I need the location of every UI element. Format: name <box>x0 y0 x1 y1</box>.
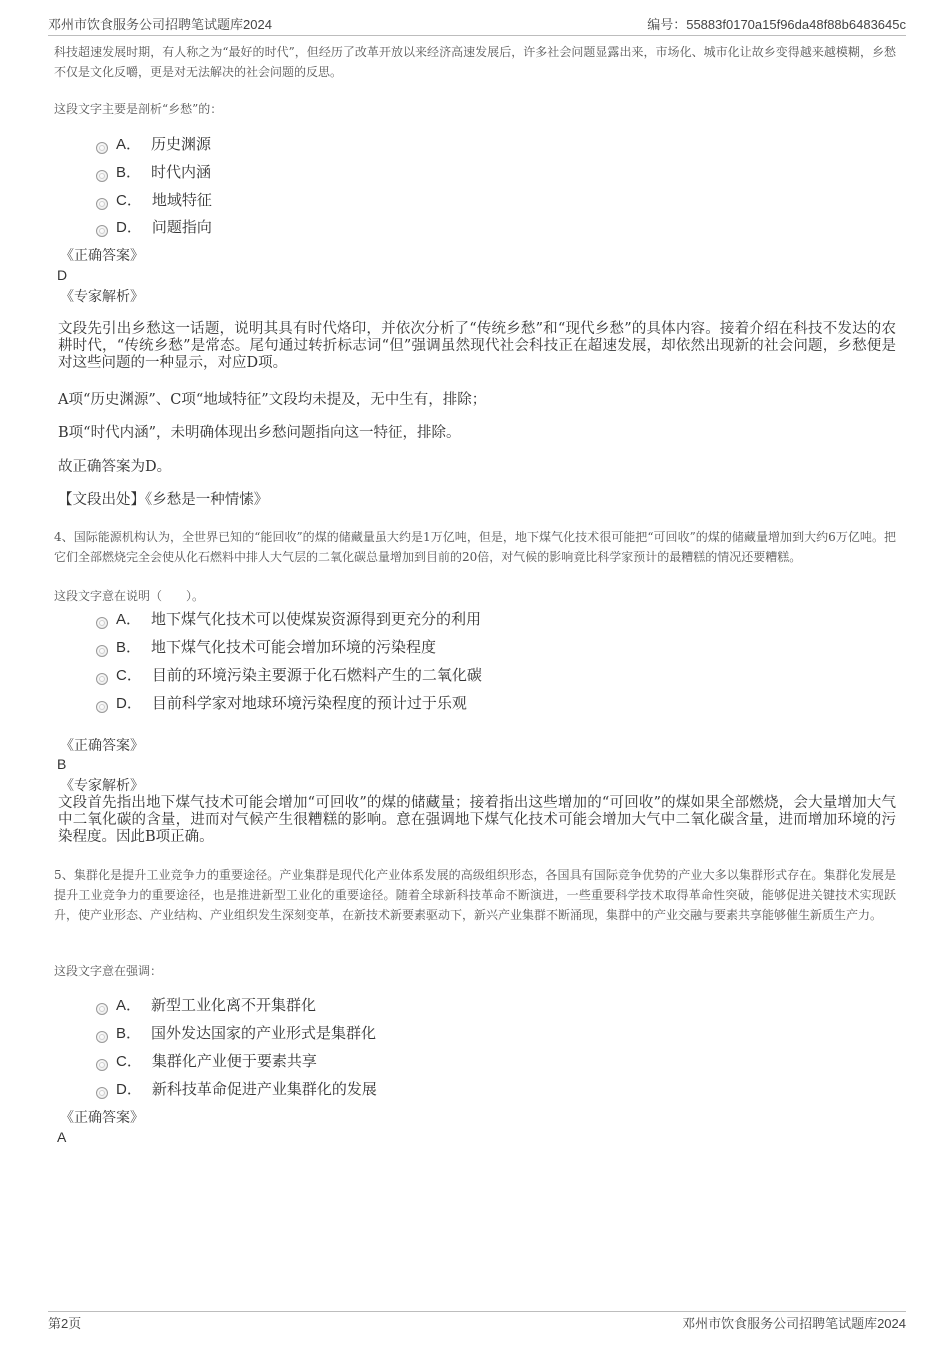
radio-icon[interactable] <box>96 170 108 182</box>
radio-icon[interactable] <box>96 701 108 713</box>
page-number: 第2页 <box>48 1316 82 1331</box>
q5-answer-label: 《正确答案》 <box>60 1110 144 1126</box>
q5-option-c[interactable]: C． 集群化产业便于要素共享 <box>96 1051 317 1071</box>
radio-icon[interactable] <box>96 198 108 210</box>
page-header <box>48 14 906 34</box>
q5-passage: 5、集群化是提升工业竞争力的重要途径。产业集群是现代化产业体系发展的高级组织形态，各国具有国际竞争优势的产业大多以集群形式存在。集群化发展是提升工业竞争力的重要途径，也是推进新型工业化的重要途径。随着全球新科技革命不断演进，一些重要科学技术取得革命性突破，能够促进关键技术实现跃升，使产业形态、产业结构、产业组织发生深刻变革，在新技术新要素驱动下，新兴产业集群不断涌现，集群中的产业交融与要素共享能够催生新质生产力。 <box>54 868 896 922</box>
q3-option-a[interactable]: A． 历史渊源 <box>96 134 211 154</box>
q3-analysis-p2: A项“历史渊源”、C项“地域特征”文段均未提及，无中生有，排除； <box>58 392 487 408</box>
q3-analysis-p3: B项“时代内涵”，未明确体现出乡愁问题指向这一特征，排除。 <box>58 425 461 441</box>
q4-passage: 4、国际能源机构认为，全世界已知的“能回收”的煤的储藏量虽大约是1万亿吨，但是，地下煤气化技术很可能把“可回收”的煤的储藏量增加到大约6万亿吨。把它们全部燃烧完全会使从化石燃料中排人大气层的二氧化碳总量增加到目前的20倍，对气候的影响竟比科学家预计的最糟糕的情况还要糟糕。 <box>54 530 896 564</box>
q4-option-b[interactable]: B． 地下煤气化技术可能会增加环境的污染程度 <box>96 637 436 657</box>
q4-answer: B <box>57 756 67 772</box>
q4-option-c[interactable]: C． 目前的环境污染主要源于化石燃料产生的二氧化碳 <box>96 665 482 685</box>
radio-icon[interactable] <box>96 1003 108 1015</box>
q3-source: 【文段出处】《乡愁是一种情愫》 <box>58 492 269 508</box>
header-divider <box>48 35 906 36</box>
q3-option-b[interactable]: B． 时代内涵 <box>96 162 211 182</box>
q3-answer-label: 《正确答案》 <box>60 248 144 264</box>
q3-option-c[interactable]: C． 地域特征 <box>96 190 212 210</box>
q3-analysis-label: 《专家解析》 <box>60 289 144 305</box>
q5-stem: 这段文字意在强调： <box>54 964 163 978</box>
radio-icon[interactable] <box>96 673 108 685</box>
q5-option-d[interactable]: D． 新科技革命促进产业集群化的发展 <box>96 1079 377 1099</box>
q3-answer: D <box>57 267 68 283</box>
q4-analysis-label: 《专家解析》 <box>60 778 144 794</box>
footer-divider <box>48 1311 906 1312</box>
radio-icon[interactable] <box>96 1087 108 1099</box>
page-footer <box>48 1313 906 1333</box>
header-title: 邓州市饮食服务公司招聘笔试题库2024 <box>48 17 272 32</box>
q3-passage: 科技超速发展时期，有人称之为“最好的时代”，但经历了改革开放以来经济高速发展后，许多社会问题显露出来，市场化、城市化让故乡变得越来越模糊，乡愁不仅是文化反嚼，更是对无法解决的社会问题的反思。 <box>54 45 896 79</box>
q3-option-d[interactable]: D． 问题指向 <box>96 217 212 237</box>
q3-stem: 这段文字主要是剖析“乡愁”的： <box>54 102 223 116</box>
q4-option-d[interactable]: D． 目前科学家对地球环境污染程度的预计过于乐观 <box>96 693 467 713</box>
q4-stem: 这段文字意在说明（ ）。 <box>54 589 205 603</box>
radio-icon[interactable] <box>96 1031 108 1043</box>
q5-option-b[interactable]: B． 国外发达国家的产业形式是集群化 <box>96 1023 376 1043</box>
q3-analysis-p4: 故正确答案为D。 <box>58 459 172 475</box>
radio-icon[interactable] <box>96 142 108 154</box>
q5-option-a[interactable]: A． 新型工业化离不开集群化 <box>96 995 316 1015</box>
header-serial: 编号：55883f0170a15f96da48f88b6483645c <box>647 17 906 32</box>
q4-option-a[interactable]: A． 地下煤气化技术可以使煤炭资源得到更充分的利用 <box>96 609 481 629</box>
radio-icon[interactable] <box>96 617 108 629</box>
q3-analysis-p1: 文段先引出乡愁这一话题，说明其具有时代烙印，并依次分析了“传统乡愁”和“现代乡愁”的具体内容。接着介绍在科技不发达的农耕时代，“传统乡愁”是常态。尾句通过转折标志词“但”强调虽然现代社会科技正在超速发展，却依然出现新的社会问题，乡愁便是对这些问题的一种显示，对应D项。 <box>58 321 896 371</box>
q4-analysis: 文段首先指出地下煤气技术可能会增加“可回收”的煤的储藏量；接着指出这些增加的“可回收”的煤如果全部燃烧，会大量增加大气中二氧化碳的含量，进而对气候产生很糟糕的影响。意在强调地下煤气化技术可能会增加大气中二氧化碳含量，进而增加环境的污染程度。因此B项正确。 <box>58 795 896 845</box>
radio-icon[interactable] <box>96 225 108 237</box>
radio-icon[interactable] <box>96 645 108 657</box>
q4-answer-label: 《正确答案》 <box>60 738 144 754</box>
radio-icon[interactable] <box>96 1059 108 1071</box>
q5-answer: A <box>57 1129 67 1145</box>
footer-title: 邓州市饮食服务公司招聘笔试题库2024 <box>682 1316 906 1331</box>
